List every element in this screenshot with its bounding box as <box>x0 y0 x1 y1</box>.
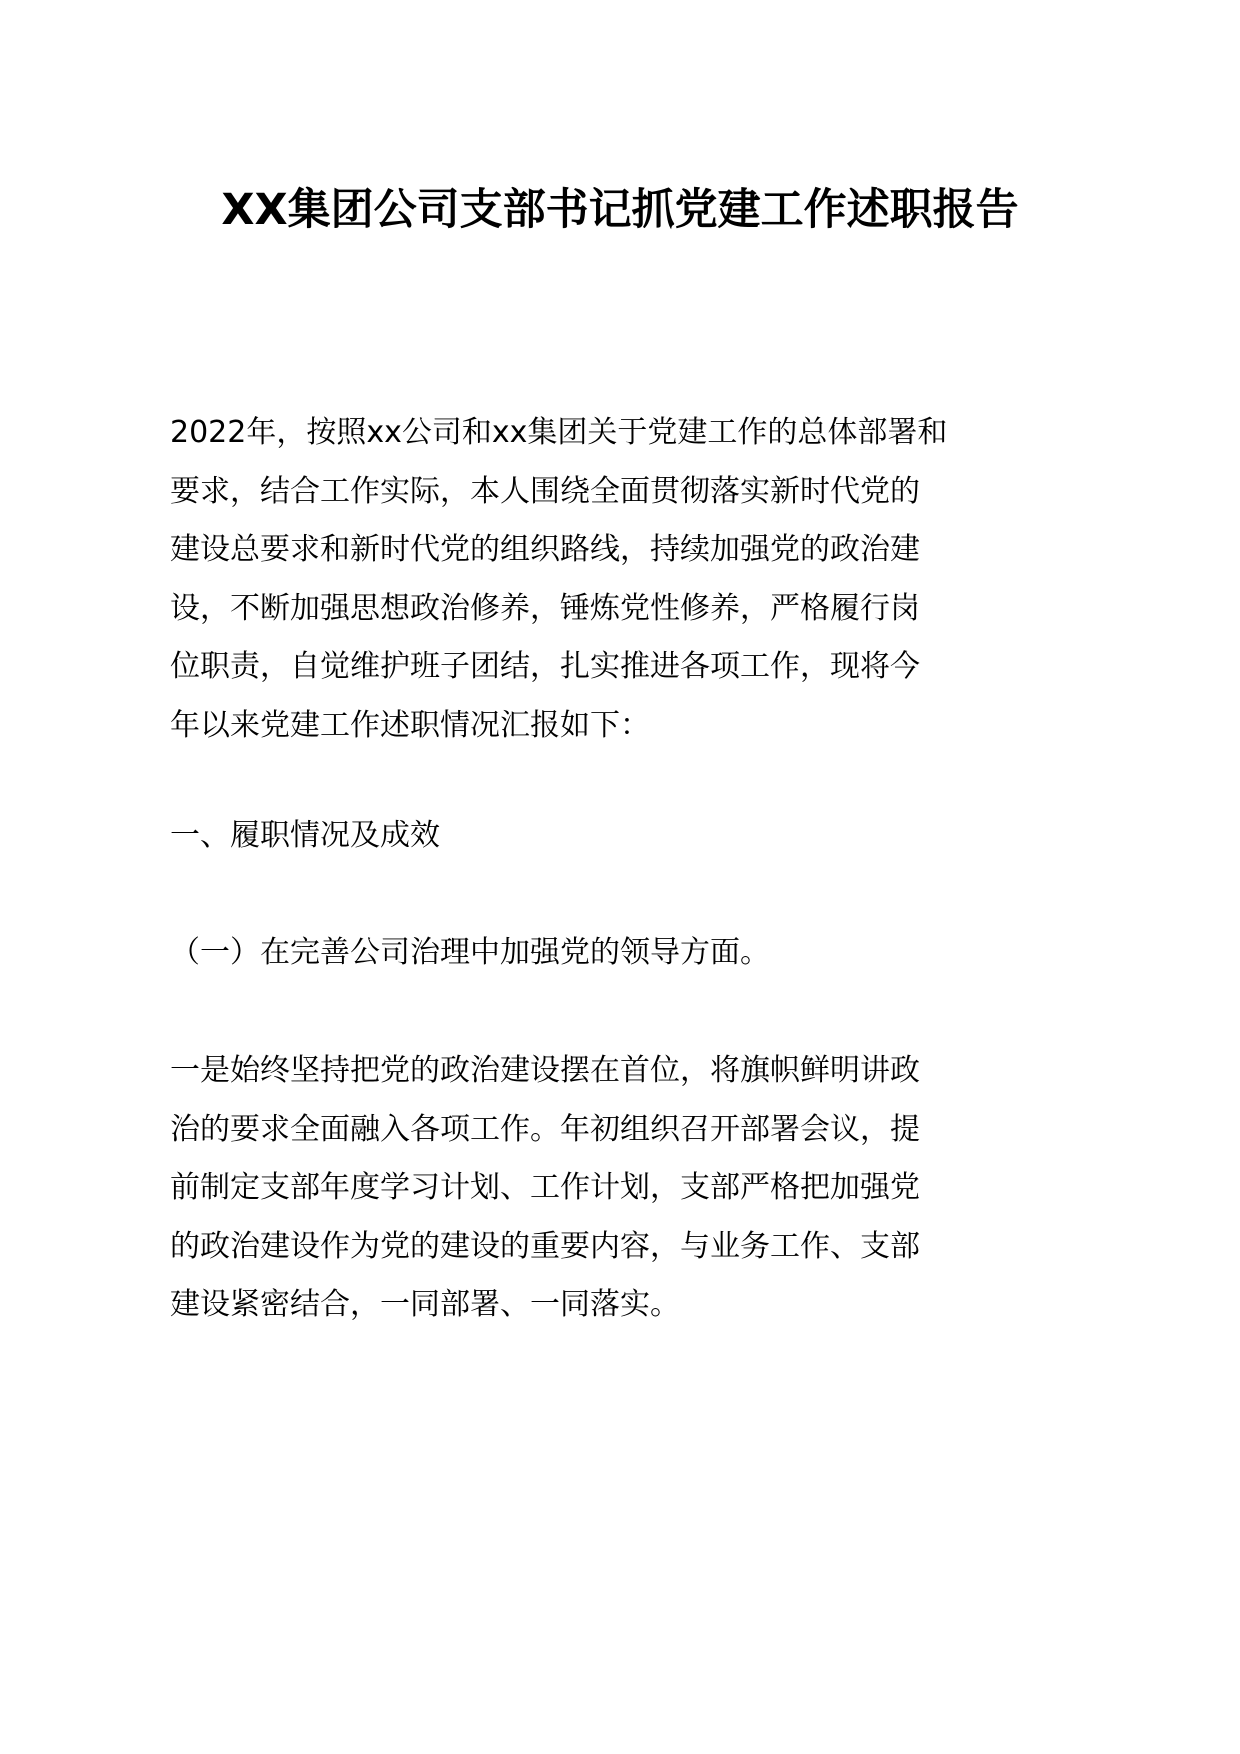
text-line: 年以来党建工作述职情况汇报如下： <box>170 707 650 743</box>
text-line: 要求，结合工作实际，本人围绕全面贯彻落实新时代党的 <box>170 473 920 509</box>
text-line: 前制定支部年度学习计划、工作计划，支部严格把加强党 <box>170 1170 920 1205</box>
body-paragraph <box>170 1042 1070 1335</box>
text-line: 治的要求全面融入各项工作。年初组织召开部署会议，提 <box>170 1111 920 1147</box>
text-line: 的政治建设作为党的建设的重要内容，与业务工作、支部 <box>170 1228 920 1264</box>
text-line: 建设紧密结合，一同部署、一同落实。 <box>170 1287 680 1322</box>
text-line: 建设总要求和新时代党的组织路线，持续加强党的政治建 <box>170 532 920 567</box>
text-line: 一是始终坚持把党的政治建设摆在首位，将旗帜鲜明讲政 <box>170 1053 920 1088</box>
text-line: 设，不断加强思想政治修养，锤炼党性修养，严格履行岗 <box>170 590 920 626</box>
document-title: XX集团公司支部书记抓党建工作述职报告 <box>221 185 1019 235</box>
section-heading <box>170 807 1070 866</box>
intro-paragraph <box>170 404 1070 755</box>
text-line: 2022年，按照xx公司和xx集团关于党建工作的总体部署和 <box>170 415 948 450</box>
text-line: 位职责，自觉维护班子团结，扎实推进各项工作，现将今 <box>170 649 920 684</box>
subsection-1-heading: （一）在完善公司治理中加强党的领导方面。 <box>170 935 770 970</box>
section-1-heading: 一、履职情况及成效 <box>170 818 440 853</box>
subsection-heading <box>170 924 1070 983</box>
